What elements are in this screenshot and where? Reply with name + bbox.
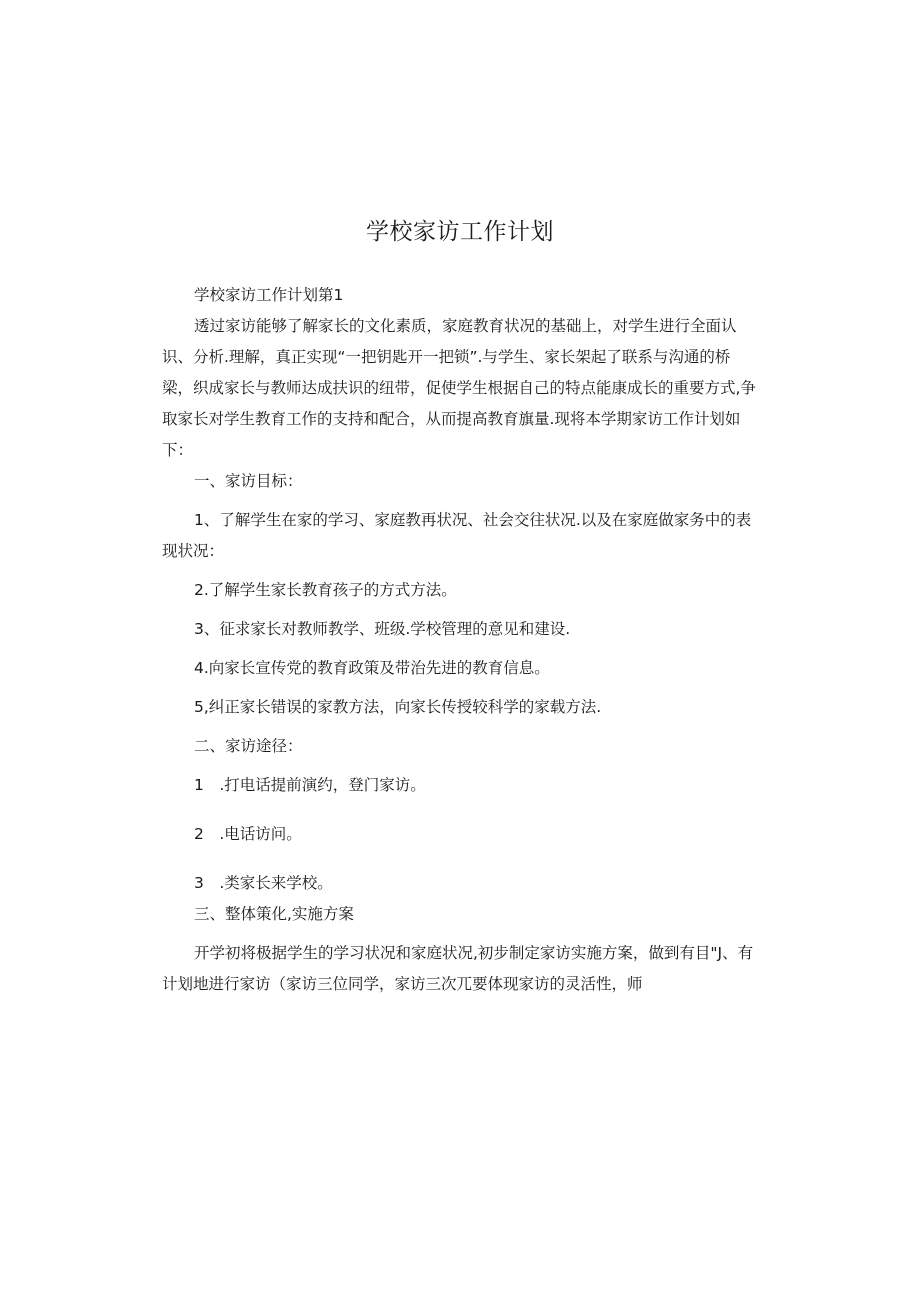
method-item-1: 1 .打电话提前演约，登门家访。	[194, 776, 426, 794]
document-body	[162, 280, 760, 1000]
document-title: 学校家访工作计划	[366, 219, 554, 245]
goal-item-3: 3、征求家长对教师教学、班级.学校管理的意见和建设.	[194, 620, 571, 638]
goal-item-2: 2.了解学生家长教育孩子的方式方法。	[194, 581, 457, 599]
heading-plan: 三、整体策化,实施方案	[194, 905, 354, 923]
section-heading-plan-1: 学校家访工作计划第1	[194, 286, 344, 304]
method-item-3: 3 .类家长来学校。	[194, 874, 333, 892]
plan-paragraph: 开学初将极据学生的学习状况和家庭状况,初步制定家访实施方案，做到有目"J、有计划地进行家访（家访三位同学，家访三次兀要体现家访的灵活性，师	[162, 944, 754, 993]
heading-methods: 二、家访途径：	[194, 737, 303, 755]
method-item-2: 2 .电话访问。	[194, 825, 302, 843]
goal-item-4: 4.向家长宣传党的教育政策及带治先进的教育信息。	[194, 659, 550, 677]
heading-goals: 一、家访目标：	[194, 472, 303, 490]
goal-item-1: 1、了解学生在家的学习、家庭教再状况、社会交往状况.以及在家庭做家务中的表现状况：	[162, 511, 752, 560]
goal-item-5: 5,纠正家长错误的家教方法，向家长传授较科学的家载方法.	[194, 698, 602, 716]
intro-paragraph: 透过家访能够了解家长的文化素质，家庭教育状况的基础上，对学生进行全面认识、分析.理解，真正实现“一把钥匙开一把锁”.与学生、家长架起了联系与沟通的桥梁，织成家长与教师达成扶识的纽带，促使学生根据自己的特点能康成长的重要方式,争取家长对学生教育工作的支持和配合，从而提高教育旗量.现将本学期家访工作计划如下：	[162, 317, 756, 459]
